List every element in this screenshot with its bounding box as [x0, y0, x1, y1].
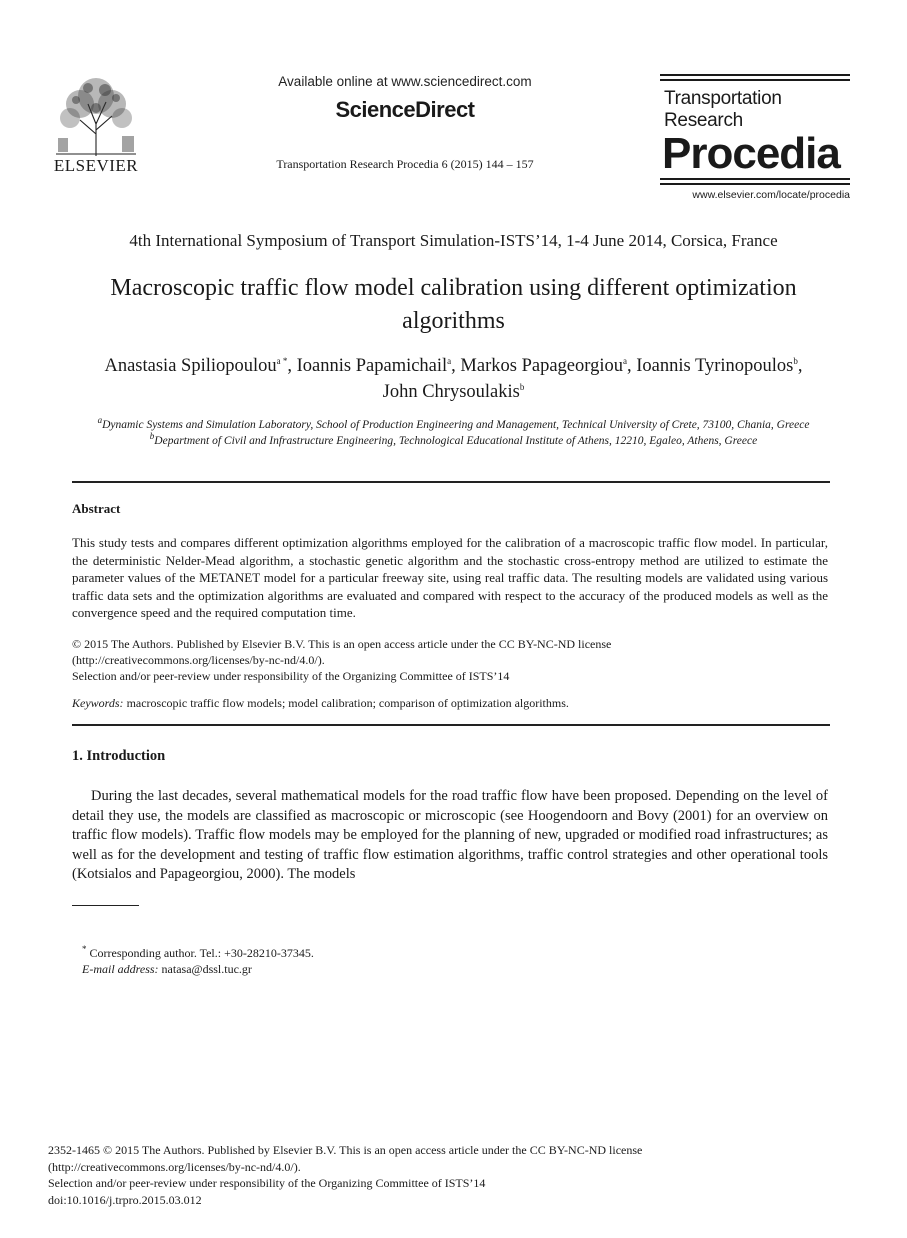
footnote-rule — [72, 905, 139, 906]
email-address[interactable]: natasa@dssl.tuc.gr — [161, 962, 252, 976]
elsevier-tree-icon — [50, 74, 142, 158]
journal-logo — [660, 74, 850, 201]
author-name: Ioannis Tyrinopoulos — [636, 356, 794, 376]
footer-doi[interactable]: doi:10.1016/j.trpro.2015.03.012 — [48, 1192, 202, 1207]
author-sup: b — [793, 355, 798, 366]
elsevier-logo — [48, 74, 144, 182]
logo-rule-top — [660, 74, 850, 76]
abstract-text: This study tests and compares different optimization algorithms employed for the calibration of a macroscopic traffic flow model. In particular, the deterministic Nelder-Mead algorithm, a stochastic genetic algorithm and the stochastic cross-entropy method are utilized to estimate the parameter values of the METANET model for a particular freeway site, using real traffic data. The resulting models are validated using various traffic data sets and the optimization algorithms are evaluated and compared with respect to the accuracy of the produced models as well as the convergence speed and the required computation time. — [72, 535, 828, 620]
affiliation-text: Dynamic Systems and Simulation Laboratory, School of Production Engineering and Management, Technical University of Crete, 73100, Chania, Greece — [102, 419, 810, 431]
author-name: Markos Papageorgiou — [460, 356, 623, 376]
page-footer — [48, 1142, 868, 1208]
email-label: E-mail address: — [82, 962, 159, 976]
divider-top — [72, 481, 830, 483]
author-sep: , — [451, 356, 461, 376]
divider-bottom — [72, 724, 830, 726]
paper-title: Macroscopic traffic flow model calibration using different optimization algorithms — [110, 275, 797, 334]
affiliation-b — [70, 433, 837, 449]
logo-rule-top-2 — [660, 79, 850, 81]
elsevier-wordmark: ELSEVIER — [53, 156, 139, 175]
header-center — [200, 74, 610, 172]
copyright-block — [72, 636, 832, 684]
keywords-text: macroscopic traffic flow models; model calibration; comparison of optimization algorithms. — [126, 696, 569, 710]
author-sup: a * — [276, 355, 288, 366]
footer-license: 2352-1465 © 2015 The Authors. Published by Elsevier B.V. This is an open access article under the CC BY-NC-ND license — [48, 1143, 643, 1157]
footnote — [82, 945, 314, 977]
copyright-line: © 2015 The Authors. Published by Elsevier B.V. This is an open access article under the CC BY-NC-ND license — [72, 637, 612, 651]
sciencedirect-logo: ScienceDirect — [335, 97, 475, 122]
affiliation-sup: b — [149, 431, 155, 442]
journal-logo-url[interactable]: www.elsevier.com/locate/procedia — [692, 189, 850, 201]
footnote-corresponding — [82, 945, 314, 961]
conference-line: 4th International Symposium of Transport Simulation-ISTS’14, 1-4 June 2014, Corsica, France — [129, 231, 778, 250]
journal-citation: Transportation Research Procedia 6 (2015) 144 – 157 — [276, 157, 534, 171]
footer-license-link[interactable]: (http://creativecommons.org/licenses/by-nc-nd/4.0/). — [48, 1159, 301, 1174]
affiliation-text: Department of Civil and Infrastructure Engineering, Technological Educational Institute of Athens, 12210, Egaleo, Athens, Greece — [154, 435, 758, 447]
peer-review-line: Selection and/or peer-review under responsibility of the Organizing Committee of ISTS’14 — [72, 669, 510, 683]
license-link[interactable]: (http://creativecommons.org/licenses/by-nc-nd/4.0/). — [72, 653, 325, 667]
author-sep: , — [626, 356, 637, 376]
footer-peer-review: Selection and/or peer-review under responsibility of the Organizing Committee of ISTS’14 — [48, 1176, 486, 1190]
keywords — [72, 696, 832, 711]
author-sup: a — [447, 355, 452, 366]
section-heading: 1. Introduction — [72, 748, 166, 764]
journal-logo-brand: Procedia — [662, 129, 840, 178]
author-sep: , — [287, 356, 297, 376]
footnote-email — [82, 961, 314, 977]
footnote-text: Corresponding author. Tel.: +30-28210-37345. — [89, 946, 314, 960]
author-sup: a — [622, 355, 627, 366]
author-sup: b — [519, 381, 525, 392]
logo-rule-bottom — [660, 178, 850, 180]
abstract-heading: Abstract — [72, 501, 121, 516]
footnote-marker: * — [82, 944, 87, 954]
journal-logo-line2: Research — [664, 110, 743, 131]
affiliations — [70, 417, 837, 449]
author-name: Ioannis Papamichail — [296, 356, 448, 376]
affiliation-a — [70, 417, 837, 433]
available-online-text: Available online at www.sciencedirect.com — [278, 74, 532, 89]
affiliation-sup: a — [97, 415, 103, 426]
journal-logo-line1: Transportation — [664, 88, 782, 109]
author-sep: , — [797, 356, 803, 376]
intro-paragraph: During the last decades, several mathematical models for the road traffic flow have been proposed. Depending on the level of detail they use, the models are classified as macroscopic or microscopic (see Hoogendoorn and Bovy (2001) for an overview on traffic flow models). Traffic flow models may be employed for the planning of new, upgraded or modified road infrastructures; as well as for the development and testing of traffic flow estimation algorithms, traffic control strategies and other operational tools (Kotsialos and Papageorgiou, 2000). The models — [72, 788, 828, 882]
author-name: John Chrysoulakis — [382, 382, 520, 402]
author-name: Anastasia Spiliopoulou — [104, 356, 277, 376]
author-list — [90, 353, 817, 405]
logo-rule-bottom-2 — [660, 183, 850, 185]
keywords-label: Keywords: — [72, 696, 124, 710]
